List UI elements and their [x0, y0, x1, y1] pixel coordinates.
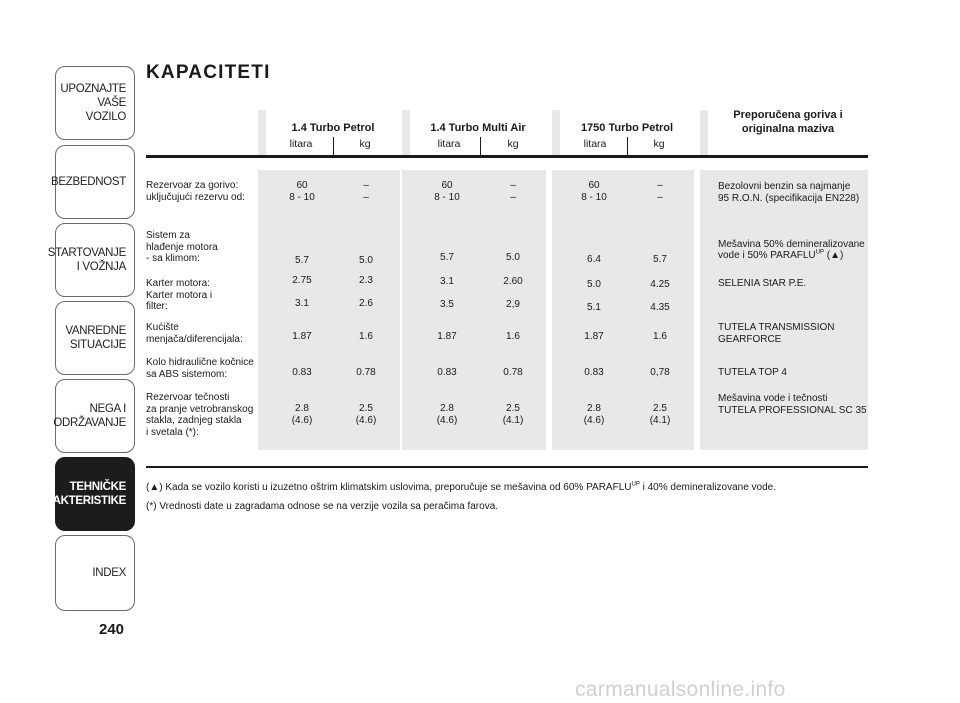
fluid-fuel: Bezolovni benzin sa najmanje 95 R.O.N. (specifikacija EN228)	[718, 181, 860, 204]
unit-divider	[627, 137, 628, 157]
row-label-fuel-tank: Rezervoar za gorivo: uključujući rezervu od:	[146, 180, 245, 203]
cell-e1-kg-oil: 2.3 2.6	[359, 275, 373, 309]
footnote-climate	[146, 482, 776, 494]
watermark: carmanualsonline.info	[575, 678, 786, 701]
cell-e3-l-gear: 1.87	[584, 331, 604, 342]
table-bottom-rule	[146, 466, 868, 468]
row-label-washer: Rezervoar tečnosti za pranje vetrobranskog stakla, zadnjeg stakla i svetala (*):	[146, 392, 254, 438]
page-number: 240	[99, 621, 125, 638]
unit-divider	[480, 137, 481, 157]
cell-e3-l-oil: 5.0 5.1	[587, 279, 601, 313]
cell-e3-l-fuel: 60 8 - 10	[581, 180, 607, 203]
page-title: KAPACITETI	[146, 62, 271, 83]
cell-e3-l-brake: 0.83	[584, 367, 604, 378]
cell-e1-kg-washer: 2.5 (4.6)	[355, 403, 377, 426]
cell-e3-kg-fuel: – –	[657, 180, 663, 203]
unit-litara-1: litara	[289, 138, 313, 150]
cell-e1-kg-cool: 5.0	[359, 255, 373, 266]
cell-e3-kg-gear: 1.6	[653, 331, 667, 342]
cell-e1-kg-brake: 0.78	[356, 367, 376, 378]
cell-e3-l-cool: 6.4	[587, 254, 601, 265]
cell-e2-kg-brake: 0.78	[503, 367, 523, 378]
cell-e2-l-fuel: 60 8 - 10	[434, 180, 460, 203]
cell-e2-kg-cool: 5.0	[506, 252, 520, 263]
fluid-gearbox: TUTELA TRANSMISSION GEARFORCE	[718, 322, 835, 345]
header-rule	[146, 155, 868, 158]
cell-e1-kg-fuel: – –	[363, 180, 369, 203]
note-text: ) Kada se vozilo koristi u izuzetno oštrim klimatskim uslovima, preporučuje se mešavina od 60% PARAFLU	[159, 482, 632, 493]
cell-e2-l-brake: 0.83	[437, 367, 457, 378]
cell-e2-l-cool: 5.7	[440, 252, 454, 263]
engine-header-2: 1.4 Turbo Multi Air	[430, 122, 526, 134]
fluid-washer: Mešavina vode i tečnosti TUTELA PROFESSIONAL SC 35	[718, 393, 867, 416]
fluid-brakes: TUTELA TOP 4	[718, 367, 787, 378]
engine-header-1: 1.4 Turbo Petrol	[291, 122, 375, 134]
fluids-header: Preporučena goriva i originalna maziva	[733, 109, 843, 135]
paraflu-sup: UP	[815, 249, 824, 256]
row-label-gearbox: Kućište menjača/diferencijala:	[146, 322, 243, 345]
row-label-brakes: Kolo hidraulične kočnice sa ABS sistemom:	[146, 357, 254, 380]
cell-e2-l-oil: 3.1 3.5	[440, 276, 454, 310]
cell-e1-l-gear: 1.87	[292, 331, 312, 342]
unit-kg-1: kg	[359, 138, 371, 150]
fluid-coolant: Mešavina 50% demineralizovane vode i 50% $PARAFLU^{UP}$ (▲)	[718, 238, 865, 261]
unit-kg-2: kg	[507, 138, 519, 150]
fluid-coolant-text: Mešavina 50% demineralizovane vode i 50% PARAFLU	[718, 238, 865, 261]
cell-e2-l-gear: 1.87	[437, 331, 457, 342]
note-text-end: i 40% demineralizovane vode.	[639, 482, 777, 493]
cell-e2-kg-oil: 2.60 2,9	[503, 276, 523, 310]
cell-e1-kg-gear: 1.6	[359, 331, 373, 342]
unit-litara-2: litara	[437, 138, 461, 150]
cell-e3-kg-oil: 4.25 4.35	[650, 279, 670, 313]
cell-e3-kg-cool: 5.7	[653, 254, 667, 265]
unit-kg-3: kg	[653, 138, 665, 150]
cell-e2-kg-fuel: – –	[510, 180, 516, 203]
tab-upoznajte[interactable]: UPOZNAJTE VAŠE VOZILO	[55, 66, 135, 140]
cell-e2-kg-washer: 2.5 (4.1)	[502, 403, 524, 426]
engine-header-3: 1750 Turbo Petrol	[580, 122, 674, 134]
tab-nega[interactable]: NEGA I ODRŽAVANJE	[55, 379, 135, 453]
cell-e2-kg-gear: 1.6	[506, 331, 520, 342]
cell-e1-l-brake: 0.83	[292, 367, 312, 378]
cell-e1-l-cool: 5.7	[295, 255, 309, 266]
triangle-icon: ▲	[149, 482, 160, 493]
cell-e2-l-washer: 2.8 (4.6)	[436, 403, 458, 426]
tab-bezbednost[interactable]: BEZBEDNOST	[55, 145, 135, 219]
row-label-cooling: Sistem za hlađenje motora - sa klimom:	[146, 230, 218, 264]
paraflu-sup: UP	[631, 481, 640, 488]
tab-startovanje[interactable]: STARTOVANJE I VOŽNJA	[55, 223, 135, 297]
fluid-oil: SELENIA StAR P.E.	[718, 278, 807, 289]
cell-e3-kg-washer: 2.5 (4.1)	[649, 403, 671, 426]
unit-litara-3: litara	[583, 138, 607, 150]
unit-divider	[333, 137, 334, 157]
row-label-oil: Karter motora: Karter motora i filter:	[146, 278, 213, 312]
cell-e1-l-fuel: 60 8 - 10	[289, 180, 315, 203]
tab-vanredne[interactable]: VANREDNE SITUACIJE	[55, 301, 135, 375]
footnote-headlamp-washers: (*) Vrednosti date u zagradama odnose se na verzije vozila sa peračima farova.	[146, 501, 499, 512]
tab-index[interactable]: INDEX	[55, 535, 135, 611]
tab-tehnicke[interactable]: TEHNIČKE KARAKTERISTIKE	[55, 457, 135, 531]
note-paren: (	[146, 482, 150, 493]
cell-e3-l-washer: 2.8 (4.6)	[583, 403, 605, 426]
cell-e1-l-washer: 2.8 (4.6)	[291, 403, 313, 426]
triangle-icon: ▲	[830, 250, 840, 261]
cell-e3-kg-brake: 0,78	[650, 367, 670, 378]
cell-e1-l-oil: 2.75 3.1	[292, 275, 312, 309]
